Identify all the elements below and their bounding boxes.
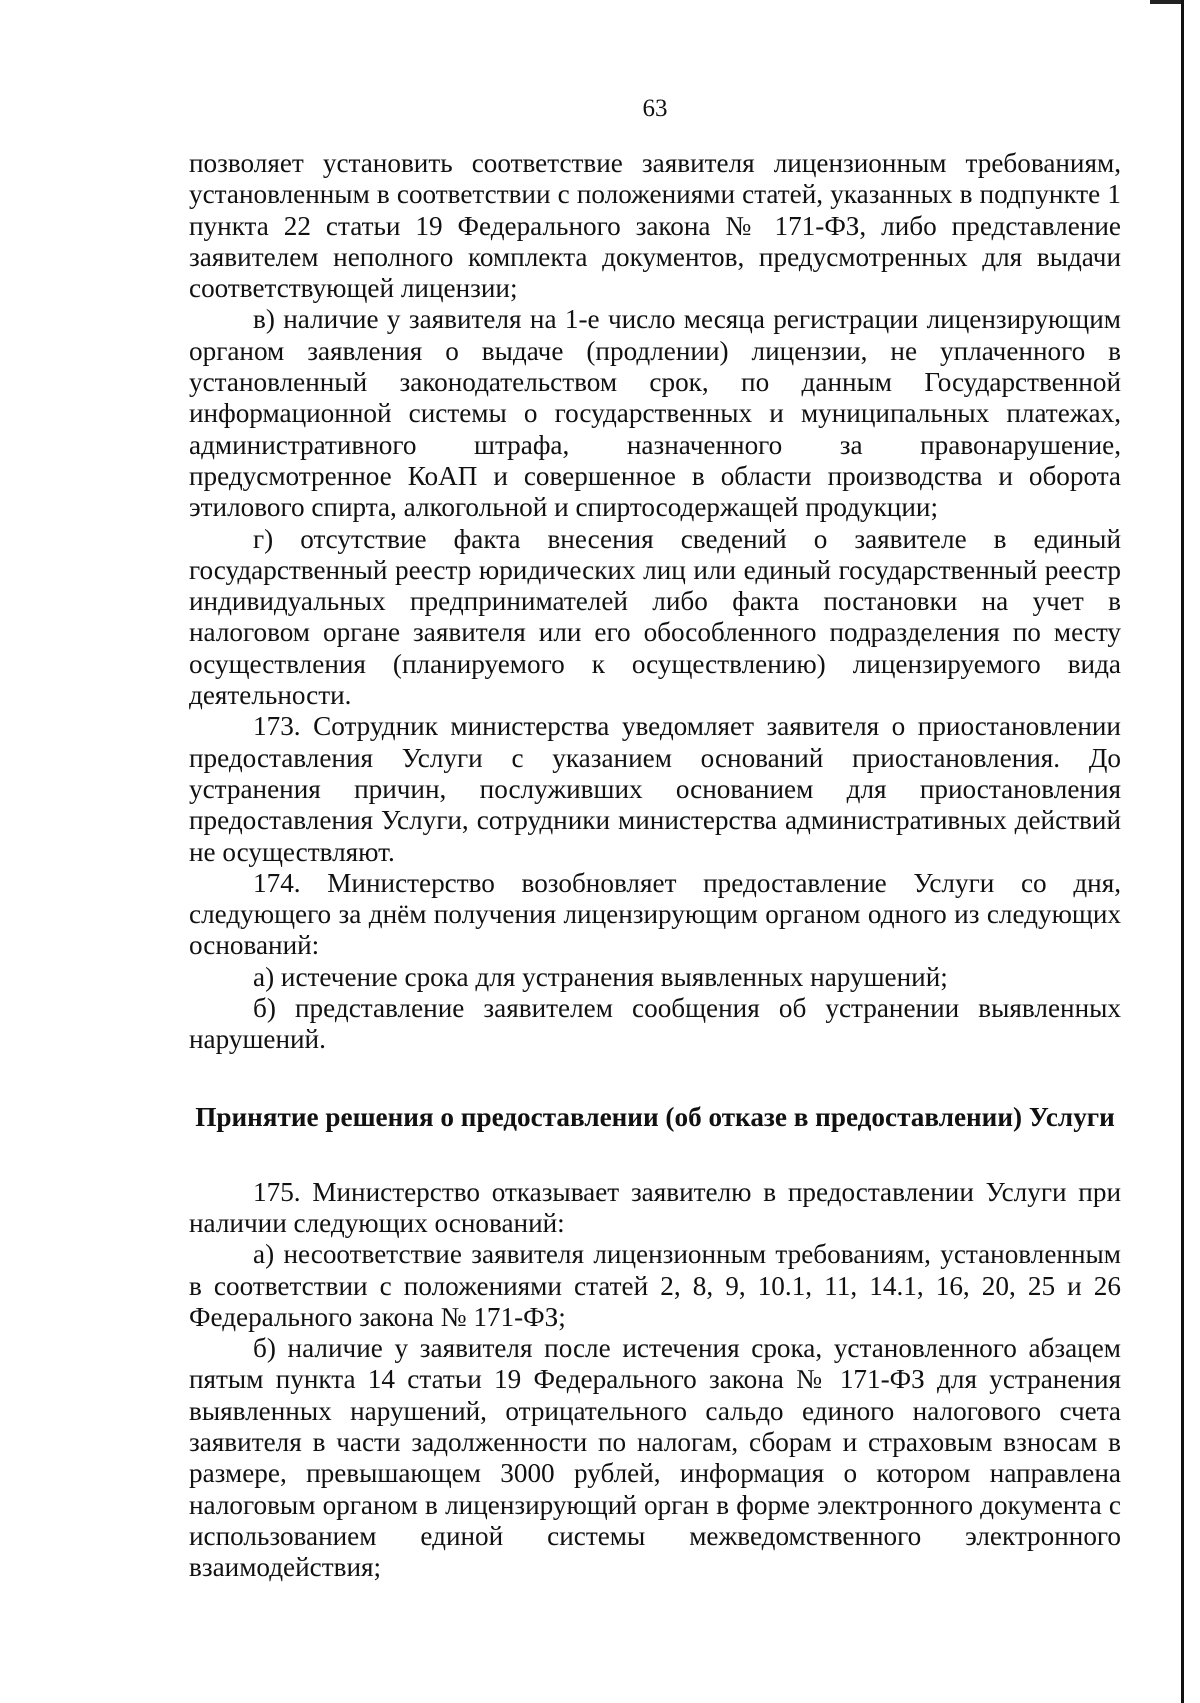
section-heading: Принятие решения о предоставлении (об отказе в предоставлении) Услуги: [195, 1101, 1115, 1132]
scan-edge-top: [1150, 0, 1184, 4]
paragraph-175-a: а) несоответствие заявителя лицензионным требованиям, установленным в соответствии с положениями статей 2, 8, 9, 10.1, 11, 14.1, 16, 20, 25 и 26 Федерального закона № 171-ФЗ;: [189, 1239, 1121, 1332]
paragraph-173: 173. Сотрудник министерства уведомляет заявителя о приостановлении предоставления Услуги с указанием оснований приостановления. До устранения причин, послуживших основанием для приостановления предоставления Услуги, сотрудники министерства административных действий не осуществляют.: [189, 711, 1121, 867]
paragraph-item-v: в) наличие у заявителя на 1-е число месяца регистрации лицензирующим органом заявления о выдаче (продлении) лицензии, не уплаченного в установленный законодательством срок, по данным Государственной информационной системы о государственных и муниципальных платежах, административного штрафа, назначенного за правонарушение, предусмотренное КоАП и совершенное в области производства и оборота этилового спирта, алкогольной и спиртосодержащей продукции;: [189, 304, 1121, 523]
paragraph-175-b: б) наличие у заявителя после истечения срока, установленного абзацем пятым пункта 14 статьи 19 Федерального закона № 171-ФЗ для устранения выявленных нарушений, отрицательного сальдо единого налогового счета заявителя в части задолженности по налогам, сборам и страховым взносам в размере, превышающем 3000 рублей, информация о котором направлена налоговым органом в лицензирующий орган в форме электронного документа с использованием единой системы межведомственного электронного взаимодействия;: [189, 1333, 1121, 1583]
document-body: [189, 148, 1121, 1583]
paragraph-175: 175. Министерство отказывает заявителю в предоставлении Услуги при наличии следующих оснований:: [189, 1176, 1121, 1238]
paragraph-item-g: г) отсутствие факта внесения сведений о заявителе в единый государственный реестр юридических лиц или единый государственный реестр индивидуальных предпринимателей либо факта постановки на учет в налоговом органе заявителя или его обособленного подразделения по месту осуществления (планируемого к осуществлению) лицензируемого вида деятельности.: [189, 523, 1121, 711]
paragraph-continuation: позволяет установить соответствие заявителя лицензионным требованиям, установленным в соответствии с положениями статей, указанных в подпункте 1 пункта 22 статьи 19 Федерального закона № 171-ФЗ, либо представление заявителем неполного комплекта документов, предусмотренных для выдачи соответствующей лицензии;: [189, 148, 1121, 304]
paragraph-174-a: а) истечение срока для устранения выявленных нарушений;: [253, 961, 948, 992]
page-number: 63: [642, 95, 668, 122]
scan-edge-right: [1181, 0, 1184, 1703]
paragraph-174: 174. Министерство возобновляет предоставление Услуги со дня, следующего за днём получения лицензирующим органом одного из следующих оснований:: [189, 867, 1121, 961]
paragraph-174-b: б) представление заявителем сообщения об устранении выявленных нарушений.: [189, 993, 1121, 1055]
